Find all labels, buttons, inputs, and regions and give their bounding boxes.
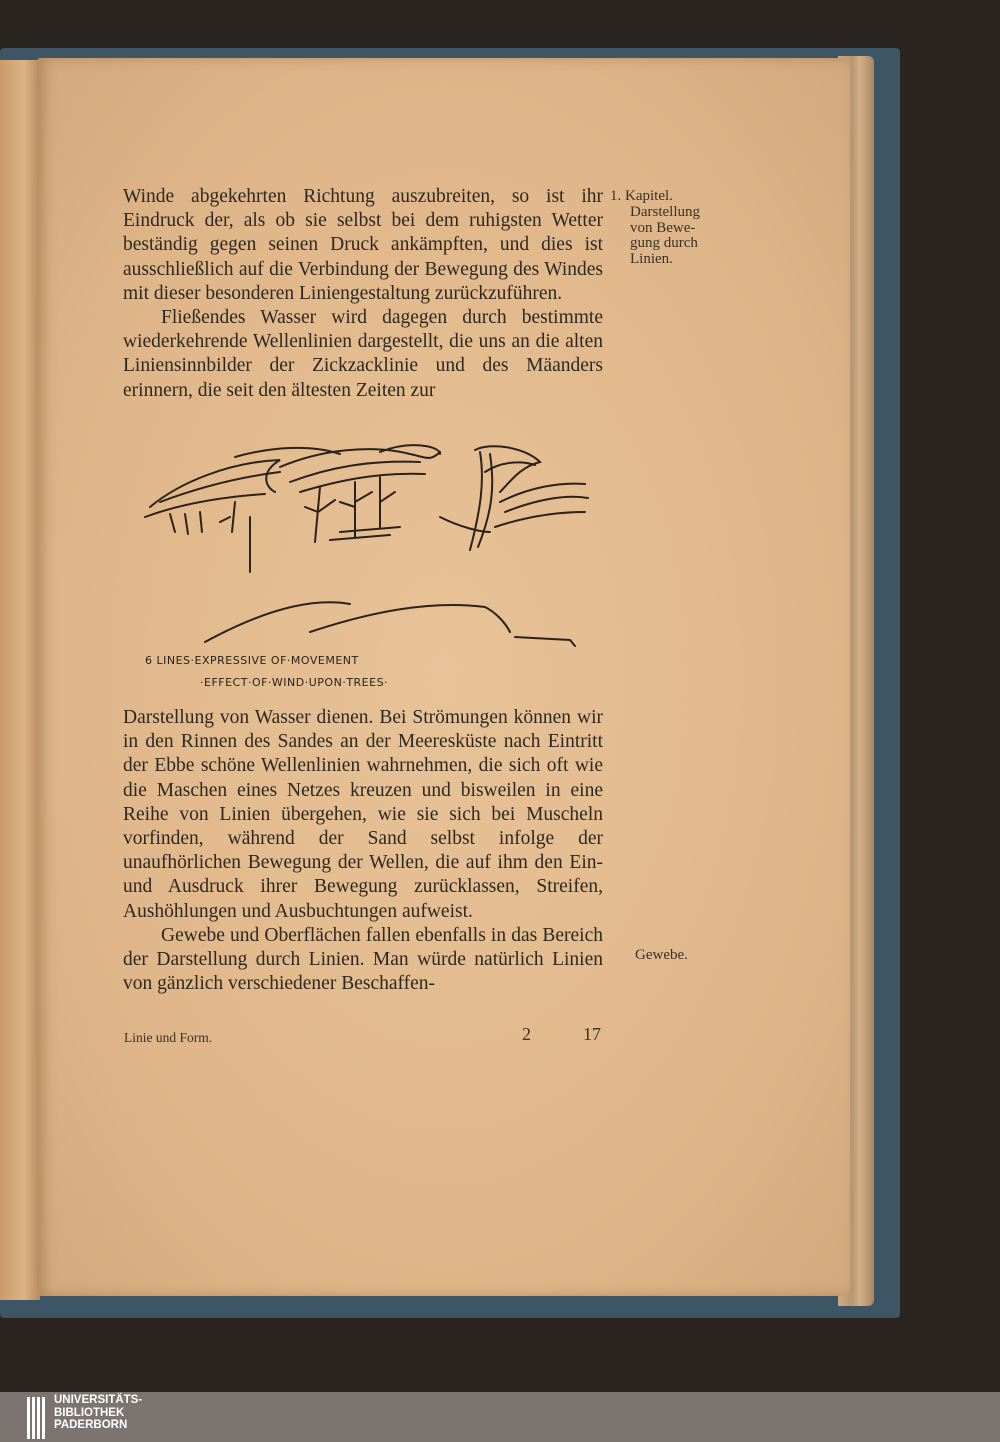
chapter-number: 1. <box>610 188 622 204</box>
logo-line: PADERBORN <box>54 1419 128 1432</box>
logo-line: UNIVERSITÄTS- <box>54 1394 143 1406</box>
library-bar <box>0 1392 1000 1442</box>
margin-line: von Bewe- <box>630 219 696 236</box>
library-logo-text <box>54 1394 142 1432</box>
left-page-edge <box>0 60 40 1300</box>
margin-line: gung durch <box>630 235 698 251</box>
page-number: 17 <box>583 1024 601 1044</box>
figure-caption-line2: ·EFFECT·OF·WIND·UPON·TREES· <box>200 676 389 689</box>
paragraph-wind: Winde abgekehrten Richtung auszubreiten, so ist ihr Eindruck der, als ob sie selbst bei dem ruhigsten Wetter beständig gegen seinen Druck ankämpften, und dies ist ausschließlich auf die Verbindung der Bewegung des Windes mit dieser besonderen Liniengestaltung zurückzuführen. <box>123 186 603 304</box>
wind-trees-illustration <box>140 432 600 692</box>
logo-line: BIBLIOTHEK <box>54 1406 125 1419</box>
margin-note-chapter <box>610 189 673 205</box>
paragraph-waves: Darstellung von Wasser dienen. Bei Strömungen können wir in den Rinnen des Sandes an der Meeresküste nach Eintritt der Ebbe schöne Wellenlinien wahrnehmen, die sich oft wie die Maschen eines Netzes kreuzen und bisweilen in eine Reihe von Linien übergehen, wie sie sich bei Muscheln vorfinden, während der Sand selbst infolge der unaufhörlichen Bewegung der Wellen, die auf ihm den Ein- und Ausdruck ihrer Bewegung zurücklassen, Streifen, Aushöhlungen und Ausbuchtungen aufweist. <box>123 707 603 922</box>
paragraph-fabric: Gewebe und Oberflächen fallen ebenfalls in das Bereich der Darstellung durch Linien. Man würde natürlich Linien von gänzlich verschiedener Beschaffen- <box>123 924 603 995</box>
margin-note-section <box>630 205 700 267</box>
body-text-bottom <box>123 706 603 996</box>
footer-title: Linie und Form. <box>124 1030 213 1045</box>
body-text-top <box>123 185 603 403</box>
library-logo-icon <box>27 1397 47 1439</box>
margin-note-gewebe: Gewebe. <box>635 947 688 963</box>
footer-signature: 2 <box>522 1024 531 1044</box>
chapter-label: Kapitel. <box>625 188 673 204</box>
margin-line: Darstellung <box>630 204 700 220</box>
paragraph-water: Fließendes Wasser wird dagegen durch bestimmte wiederkehrende Wellenlinien dargestellt, die uns an die alten Liniensinnbilder der Zickzacklinie und des Mäanders erinnern, die seit den ältesten Zeiten zur <box>123 307 603 401</box>
figure-caption-line1: 6 LINES·EXPRESSIVE OF·MOVEMENT <box>145 654 359 667</box>
margin-line: Linien. <box>630 250 673 267</box>
